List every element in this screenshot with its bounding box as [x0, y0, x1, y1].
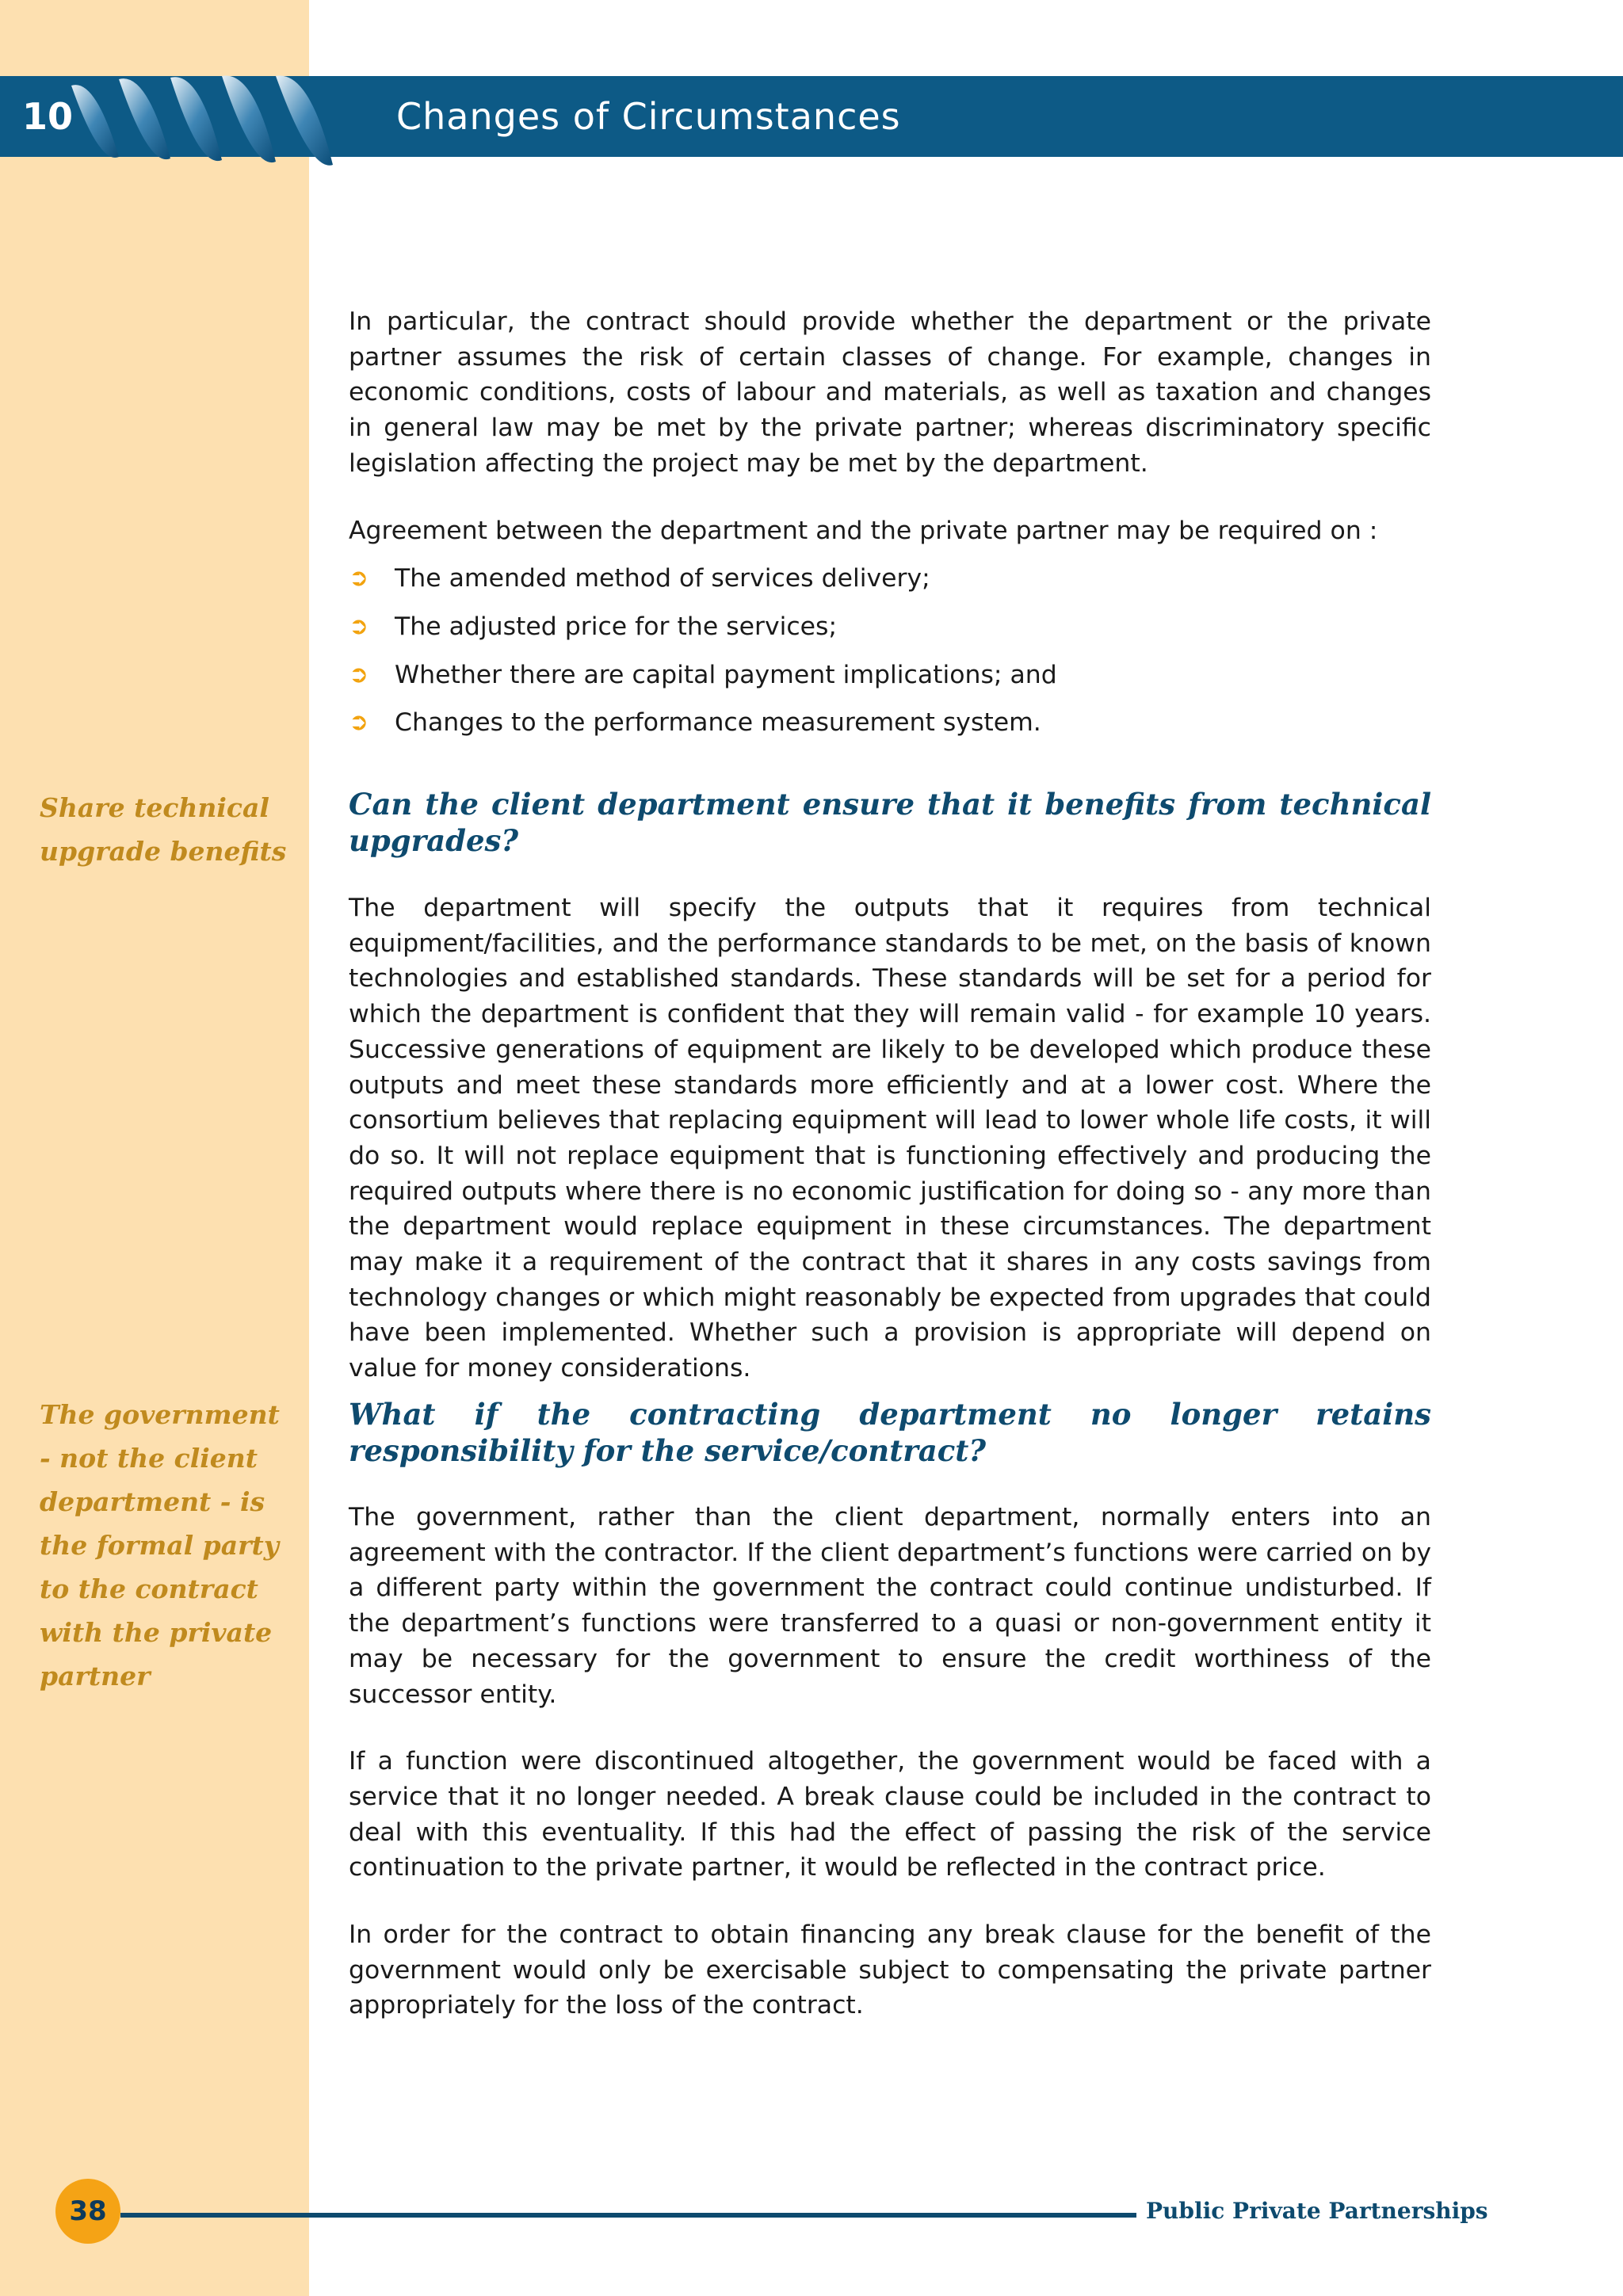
intro-paragraph-2: Agreement between the department and the private partner may be required on :	[349, 516, 1378, 545]
technical-upgrades-paragraph: The department will specify the outputs that it requires from technical equipment/facilities, and the performance standards to be met, on the basis of known technologies and established standards. These standards will be set for a period for which the department is confident that they will remain valid - for example 10 years. Successive generations of equipment are likely to be developed which produce these outputs and meet these standards more efficiently and at a lower cost. Where the consortium believes that replacing equipment will lead to lower whole life costs, it will do so. It will not replace equipment that is functioning effectively and producing the required outputs where there is no economic justification for doing so - any more than the department would replace equipment in these circumstances. The department may make it a requirement of the contract that it shares in any costs savings from technology changes or which might reasonably be expected from upgrades that could have been implemented. Whether such a provision is appropriate will depend on value for money considerations.	[349, 894, 1431, 1383]
list-item: ➲ The amended method of services delivery;	[349, 561, 1431, 597]
section-responsibility	[349, 1500, 1431, 2023]
arrow-right-icon: ➲	[349, 708, 369, 737]
margin-note-share-technical: Share technical upgrade benefits	[40, 792, 287, 867]
intro-paragraph-1: In particular, the contract should provide whether the department or the private partner assumes the risk of certain classes of change. For example, changes in economic conditions, costs of labour and materials, as well as taxation and changes in general law may be met by the private partner; whereas discriminatory specific legislation affecting the project may be met by the department.	[349, 307, 1431, 478]
section-heading-technical-upgrades: Can the client department ensure that it benefits from technical upgrades?	[349, 787, 1431, 858]
margin-note-government-party: The government - not the client department - is the formal party to the contract with the private partner	[40, 1399, 280, 1691]
decorative-swoosh-icon	[63, 70, 365, 173]
publication-title: Public Private Partnerships	[1146, 2198, 1488, 2224]
responsibility-paragraph-2: If a function were discontinued altogether, the government would be faced with a service that it no longer needed. A break clause could be included in the contract to deal with this eventuality. If this had the effect of passing the risk of the service continuation to the private partner, it would be reflected in the contract price.	[349, 1747, 1431, 1882]
agreement-list	[349, 561, 1431, 741]
footer-divider	[120, 2213, 1136, 2218]
arrow-right-icon: ➲	[349, 564, 369, 593]
section-heading-responsibility: What if the contracting department no longer retains responsibility for the service/contract?	[349, 1397, 1431, 1468]
section-technical-upgrades	[349, 891, 1431, 1386]
chapter-title: Changes of Circumstances	[396, 95, 901, 138]
responsibility-paragraph-3: In order for the contract to obtain financing any break clause for the benefit of the government would only be exercisable subject to compensating the private partner appropriately for the loss of the contract.	[349, 1920, 1431, 2020]
list-item: ➲ Whether there are capital payment implications; and	[349, 658, 1431, 693]
left-sidebar	[0, 0, 309, 2296]
chapter-number: 10	[22, 95, 74, 138]
arrow-right-icon: ➲	[349, 612, 369, 640]
responsibility-paragraph-1: The government, rather than the client department, normally enters into an agreement with the contractor. If the client department’s functions were carried on by a different party within the government the contract could continue undisturbed. If the department’s functions were transferred to a quasi or non-government entity it may be necessary for the government to ensure the credit worthiness of the successor entity.	[349, 1503, 1431, 1709]
arrow-right-icon: ➲	[349, 660, 369, 688]
page-number: 38	[55, 2179, 120, 2244]
list-item: ➲ The adjusted price for the services;	[349, 609, 1431, 645]
intro-section	[349, 304, 1431, 753]
list-item: ➲ Changes to the performance measurement system.	[349, 705, 1431, 741]
